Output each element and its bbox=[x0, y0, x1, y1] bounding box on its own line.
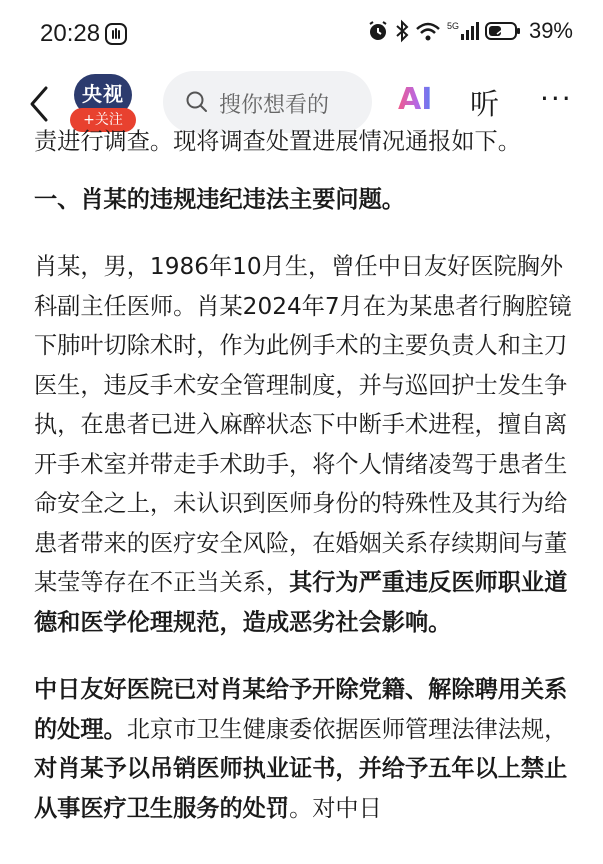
ai-button[interactable]: AI bbox=[398, 82, 433, 117]
signal-5g-icon bbox=[447, 20, 479, 42]
p2-bold-text-1: 中日友好医院已对肖某给予开除党籍、解除聘用关系的处理。 bbox=[34, 676, 568, 743]
status-icons bbox=[367, 18, 573, 44]
hand-icon bbox=[104, 22, 128, 46]
p2-normal-text-2: 。对中日 bbox=[289, 794, 382, 822]
article-paragraph-2 bbox=[34, 670, 574, 828]
follow-button[interactable]: +关注 bbox=[70, 108, 136, 132]
more-options-button[interactable]: ··· bbox=[540, 82, 573, 115]
status-bar bbox=[0, 0, 603, 66]
article-paragraph-1 bbox=[34, 247, 574, 642]
battery-percentage: 39% bbox=[528, 18, 573, 43]
listen-button[interactable]: 听 bbox=[470, 87, 500, 121]
p1-normal-text: 肖某，男，1986年10月生，曾任中日友好医院胸外科副主任医师。肖某2024年7月在为某患者行胸腔镜下肺叶切除术时，作为此例手术的主要负责人和主刀医生，违反手术安全管理制度，并与巡回护士发生争执，在患者已进入麻醉状态下中断手术进程，擅自离开手术室并带走手术助手，将个人情绪凌驾于患者生命安全之上，未认识到医师身份的特殊性及其行为给患者带来的医疗安全风险，在婚姻关系存续期间与董某莹等存在不正当关系， bbox=[34, 253, 572, 596]
search-placeholder: 搜你想看的 bbox=[219, 93, 330, 118]
p2-bold-text-2: 对肖某予以吊销医师执业证书，并给予五年以上禁止从事医疗卫生服务的处罚 bbox=[34, 755, 568, 822]
back-arrow-icon[interactable] bbox=[22, 82, 58, 126]
battery-icon bbox=[485, 21, 521, 41]
article-body bbox=[34, 128, 574, 864]
wifi-icon bbox=[415, 20, 441, 42]
svg-text:5G: 5G bbox=[446, 21, 459, 31]
section-heading: 一、肖某的违规违纪违法主要问题。 bbox=[34, 185, 405, 213]
search-icon bbox=[185, 90, 209, 114]
status-time: 20:28 bbox=[40, 20, 101, 47]
p1-bold-text: 其行为严重违反医师职业道德和医学伦理规范，造成恶劣社会影响。 bbox=[34, 569, 568, 636]
article-intro-fragment: 责进行调查。现将调查处置进展情况通报如下。 bbox=[34, 128, 521, 155]
p2-normal-text-1: 北京市卫生健康委依据医师管理法律法规， bbox=[126, 715, 568, 743]
bluetooth-icon bbox=[395, 20, 409, 42]
channel-logo-text: 央视 bbox=[74, 74, 132, 116]
alarm-icon bbox=[367, 20, 389, 42]
